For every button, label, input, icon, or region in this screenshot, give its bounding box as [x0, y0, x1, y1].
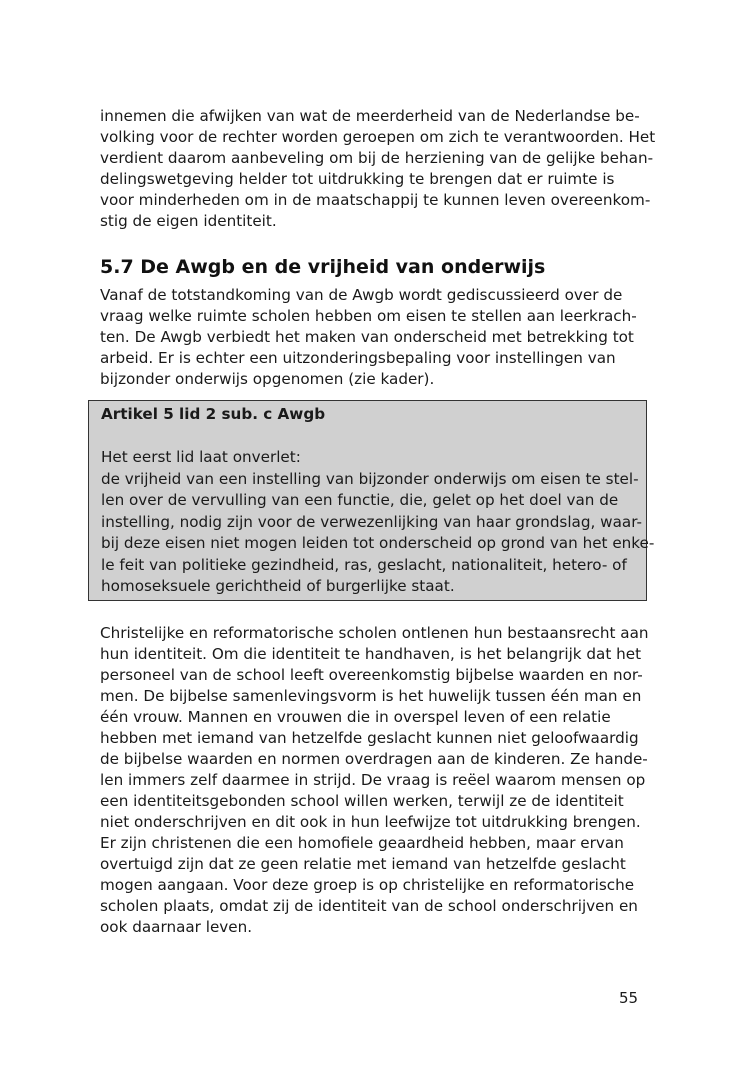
- text-line: men. De bijbelse samenlevingsvorm is het huwelijk tussen één man en: [100, 686, 642, 705]
- intro-paragraph: [100, 106, 656, 232]
- text-line: één vrouw. Mannen en vrouwen die in overspel leven of een relatie: [100, 707, 611, 726]
- text-line: overtuigd zijn dat ze geen relatie met iemand van hetzelfde geslacht: [100, 854, 626, 873]
- text-line: scholen plaats, omdat zij de identiteit van de school onderschrijven en: [100, 896, 638, 915]
- article-box-intro: Het eerst lid laat onverlet:: [101, 448, 301, 466]
- text-line: len immers zelf daarmee in strijd. De vraag is reëel waarom mensen op: [100, 770, 646, 789]
- closing-paragraph: [100, 623, 648, 938]
- article-box-title: Artikel 5 lid 2 sub. c Awgb: [101, 405, 326, 423]
- blank-line: [101, 426, 646, 448]
- text-line: hun identiteit. Om die identiteit te handhaven, is het belangrijk dat het: [100, 644, 642, 663]
- text-line: arbeid. Er is echter een uitzonderingsbepaling voor instellingen van: [100, 349, 616, 367]
- text-line: bij deze eisen niet mogen leiden tot onderscheid op grond van het enke-: [101, 534, 655, 552]
- page-number: 55: [619, 989, 639, 1007]
- text-line: een identiteitsgebonden school willen werken, terwijl ze de identiteit: [100, 791, 624, 810]
- text-line: de bijbelse waarden en normen overdragen aan de kinderen. Ze hande-: [100, 749, 648, 768]
- text-line: le feit van politieke gezindheid, ras, geslacht, nationaliteit, hetero- of: [101, 555, 627, 574]
- section-paragraph: [100, 285, 648, 390]
- text-line: len over de vervulling van een functie, die, gelet op het doel van de: [101, 491, 619, 509]
- article-box: [88, 400, 655, 601]
- text-line: volking voor de rechter worden geroepen om zich te verantwoorden. Het: [100, 128, 656, 146]
- article-box-content: [101, 404, 655, 598]
- text-line: niet onderschrijven en dit ook in hun leefwijze tot uitdrukking brengen.: [100, 812, 641, 831]
- text-line: delingswetgeving helder tot uitdrukking te brengen dat er ruimte is: [100, 170, 615, 188]
- text-line: hebben met iemand van hetzelfde geslacht kunnen niet geloofwaardig: [100, 728, 639, 747]
- text-line: Christelijke en reformatorische scholen ontlenen hun bestaansrecht aan: [100, 623, 649, 642]
- text-line: de vrijheid van een instelling van bijzonder onderwijs om eisen te stel-: [101, 469, 639, 488]
- text-line: personeel van de school leeft overeenkomstig bijbelse waarden en nor-: [100, 665, 643, 684]
- text-line: verdient daarom aanbeveling om bij de herziening van de gelijke behan-: [100, 149, 654, 167]
- text-line: homoseksuele gerichtheid of burgerlijke staat.: [101, 577, 455, 595]
- text-line: ook daarnaar leven.: [100, 917, 253, 936]
- text-line: bijzonder onderwijs opgenomen (zie kader).: [100, 370, 435, 388]
- text-line: instelling, nodig zijn voor de verwezenlijking van haar grondslag, waar-: [101, 512, 642, 531]
- text-line: stig de eigen identiteit.: [100, 212, 277, 230]
- text-line: Er zijn christenen die een homofiele geaardheid hebben, maar ervan: [100, 833, 624, 852]
- text-line: Vanaf de totstandkoming van de Awgb wordt gediscussieerd over de: [100, 286, 623, 304]
- text-line: innemen die afwijken van wat de meerderheid van de Nederlandse be-: [100, 107, 640, 125]
- text-line: voor minderheden om in de maatschappij te kunnen leven overeenkom-: [100, 191, 651, 209]
- text-line: ten. De Awgb verbiedt het maken van onderscheid met betrekking tot: [100, 328, 634, 346]
- page-body: [100, 106, 656, 938]
- text-line: vraag welke ruimte scholen hebben om eisen te stellen aan leerkrach-: [100, 307, 637, 325]
- section-heading: 5.7 De Awgb en de vrijheid van onderwijs: [100, 256, 546, 278]
- text-line: mogen aangaan. Voor deze groep is op christelijke en reformatorische: [100, 875, 635, 894]
